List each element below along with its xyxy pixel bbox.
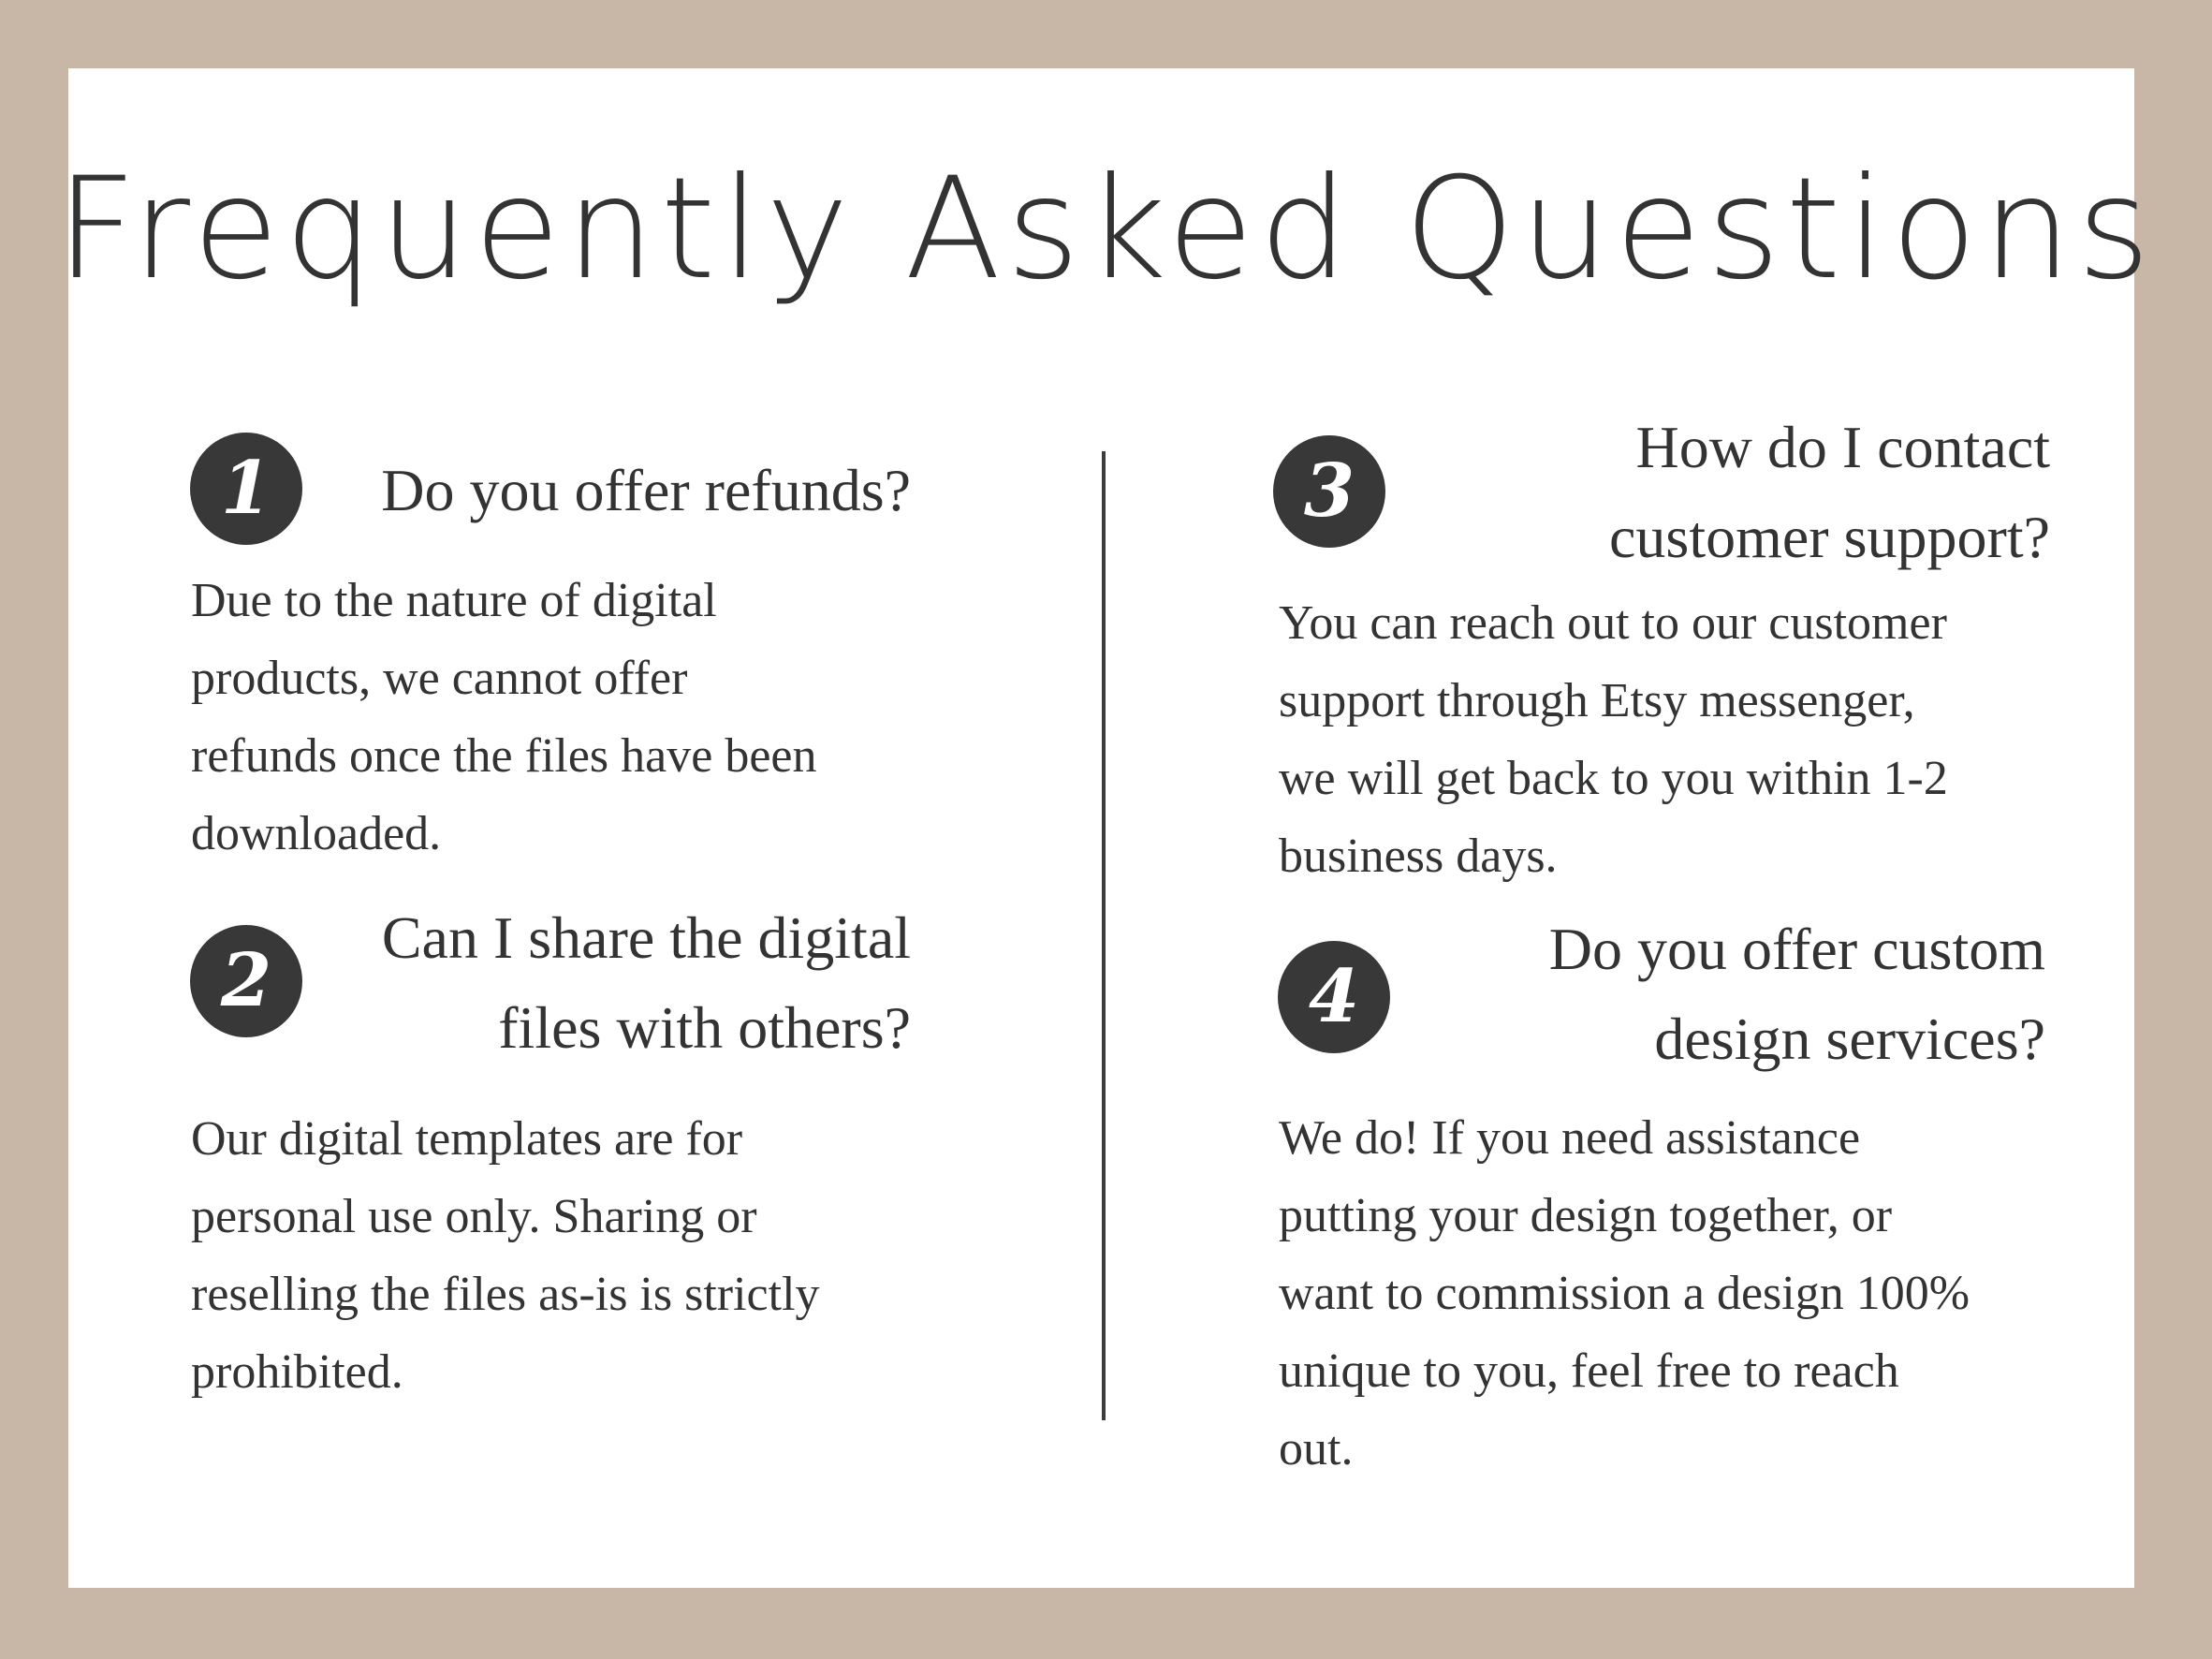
question-line: design services?	[1654, 1006, 2045, 1072]
answer-line: business days.	[1279, 830, 1558, 883]
column-divider	[1102, 451, 1106, 1420]
answer-line: We do! If you need assistance	[1279, 1111, 1861, 1165]
page-title: Frequently Asked Questions	[55, 148, 2157, 311]
answer-line: putting your design together, or	[1279, 1189, 1893, 1242]
answer-line: downloaded.	[191, 807, 442, 860]
answer-line: You can reach out to our customer	[1279, 596, 1947, 650]
answer-line: out.	[1279, 1422, 1354, 1475]
question-line: How do I contact	[1635, 414, 2050, 480]
answer-line: products, we cannot offer	[191, 652, 688, 705]
answer-line: prohibited.	[191, 1345, 403, 1399]
answer-line: want to commission a design 100%	[1279, 1267, 1970, 1320]
answer-line: unique to you, feel free to reach	[1279, 1344, 1899, 1398]
answer-line: reselling the files as-is is strictly	[191, 1268, 820, 1321]
question-line: Can I share the digital	[381, 904, 911, 971]
answer-line: Due to the nature of digital	[191, 574, 717, 627]
question-4	[1549, 904, 2045, 1084]
answer-line: personal use only. Sharing or	[191, 1190, 757, 1243]
question-3	[1609, 403, 2050, 582]
number-badge-2: 2	[190, 925, 302, 1037]
answer-line: refunds once the files have been	[191, 729, 817, 783]
answer-2	[191, 1100, 820, 1411]
answer-3	[1279, 584, 1948, 895]
answer-4	[1279, 1099, 1970, 1488]
question-line: customer support?	[1609, 504, 2050, 570]
number-badge-3: 3	[1273, 435, 1385, 548]
question-2	[382, 893, 911, 1073]
answer-line: Our digital templates are for	[191, 1112, 743, 1166]
answer-line: support through Etsy messenger,	[1279, 674, 1915, 727]
answer-line: we will get back to you within 1-2	[1279, 752, 1948, 805]
question-line: files with others?	[498, 994, 911, 1061]
question-line: Do you offer refunds?	[381, 457, 911, 523]
number-badge-4: 4	[1278, 941, 1390, 1053]
answer-1	[191, 562, 816, 873]
question-line: Do you offer custom	[1548, 916, 2045, 982]
question-1	[381, 446, 911, 536]
number-badge-1: 1	[190, 433, 302, 545]
